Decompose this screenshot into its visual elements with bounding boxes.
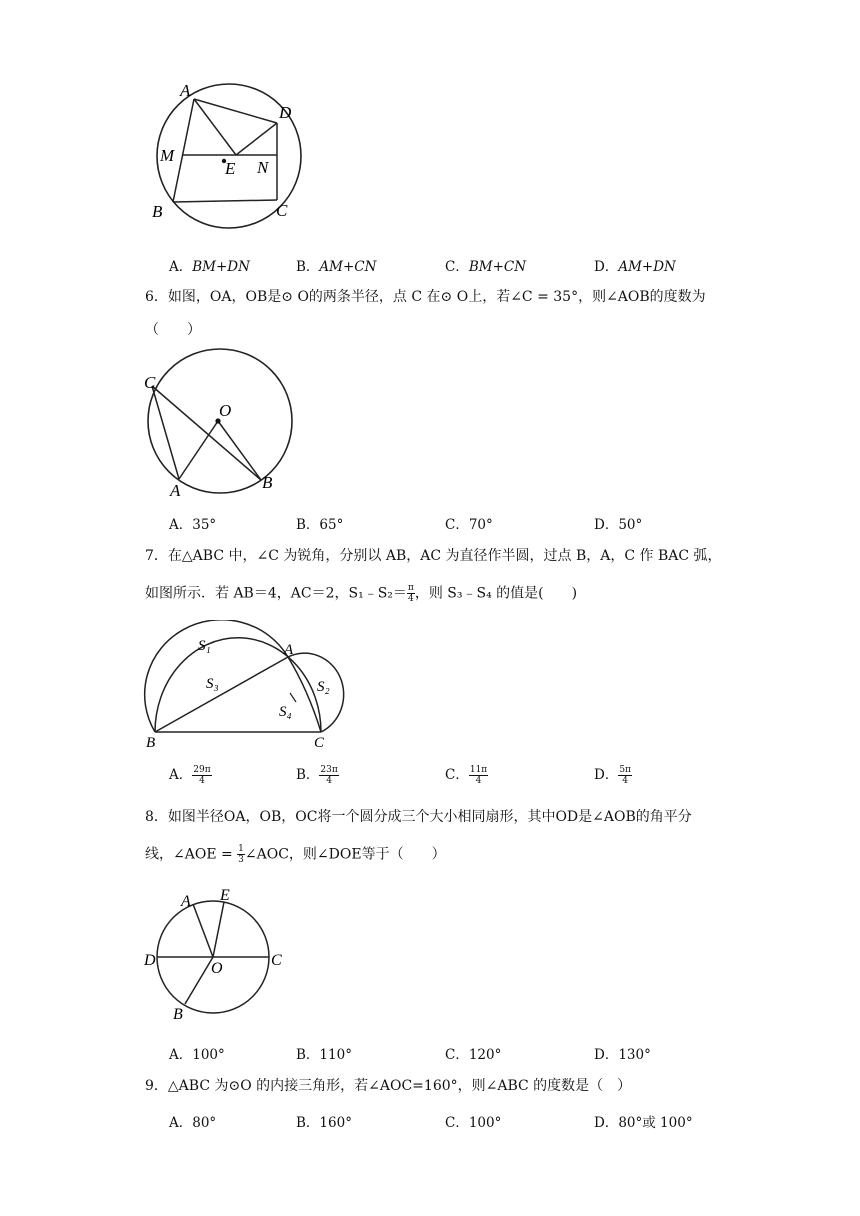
q8-label-e: E [220,887,230,904]
q8-stem-line1: 8．如图半径OA，OB，OC将一个圆分成三个大小相同扇形，其中OD是∠AOB的角平分 [145,809,692,825]
q8-stem-line2-post: ∠AOC，则∠DOE等于（ ） [244,846,446,863]
q7-label-b: B [146,735,156,750]
q7-option-c[interactable]: C． $\frac{11\pi}{4}$ [445,765,488,786]
q8-label-a: A [181,893,191,910]
q6-option-b[interactable]: B．65° [296,517,344,533]
q7-label-c: C [314,735,325,750]
q7-label-s3: S₃ [206,676,219,692]
q7-stem-fraction: $\frac{\pi}{4}$ [407,583,414,604]
q7-stem-line1: 7．在△ABC 中，∠C 为锐角，分别以 AB，AC 为直径作半圆，过点 B，A，C 作 BAC 弧， [145,548,722,564]
q8-label-b: B [173,1006,183,1023]
q8-label-c: C [271,952,282,969]
q7-option-a[interactable]: A． $\frac{29\pi}{4}$ [169,765,211,786]
q8-stem-line2 [145,844,446,865]
q7-label-s4: S₄ [279,704,292,720]
q6-stem-line2: （ ） [145,322,201,338]
q5-label-n: N [257,158,269,177]
q6-stem-line1: 6．如图，OA，OB是⊙ O的两条半径，点 C 在⊙ O上，若∠C = 35°，则∠AOB的度数为 [145,289,706,305]
q5-option-b[interactable]: B．AM+CN [296,259,377,275]
q5-option-d[interactable]: D．AM+DN [594,259,676,275]
q5-option-a[interactable]: A．BM+DN [169,259,250,275]
q9-option-a[interactable]: A．80° [169,1115,217,1131]
q8-stem-fraction: $\frac{1}{3}$ [238,844,244,865]
q6-label-c: C [144,373,156,392]
q7-figure [140,620,370,750]
q7-stem-line2-post: ，则 S₃﹣S₄ 的值是( ) [414,585,578,602]
q7-label-a: A [284,642,294,658]
q7-stem-line2-pre: 如图所示．若 AB＝4，AC＝2，S₁﹣S₂＝ [145,585,407,602]
q9-stem-line1: 9．△ABC 为⊙O 的内接三角形，若∠AOC=160°，则∠ABC 的度数是（ ） [145,1078,632,1094]
q8-option-d[interactable]: D．130° [594,1047,651,1063]
q9-option-d[interactable]: D．80°或 100° [594,1115,693,1131]
q5-figure [140,76,320,236]
q8-label-o: O [211,960,223,977]
q6-option-d[interactable]: D．50° [594,517,643,533]
q5-label-b: B [152,202,163,221]
q7-option-d[interactable]: D． $\frac{5\pi}{4}$ [594,765,631,786]
q9-option-c[interactable]: C．100° [445,1115,502,1131]
q8-stem-line2-pre: 线，∠AOE = [145,846,238,863]
q8-option-a[interactable]: A．100° [169,1047,225,1063]
q6-label-b: B [262,473,273,492]
q6-option-c[interactable]: C．70° [445,517,493,533]
q8-option-c[interactable]: C．120° [445,1047,502,1063]
q8-option-b[interactable]: B．110° [296,1047,352,1063]
q5-label-d: D [279,103,292,122]
q6-figure [140,340,300,500]
q7-option-b[interactable]: B． $\frac{23\pi}{4}$ [296,765,338,786]
q5-label-a: A [180,81,191,100]
q8-figure [140,882,300,1027]
q8-label-d: D [144,952,156,969]
q9-option-b[interactable]: B．160° [296,1115,352,1131]
q6-option-a[interactable]: A．35° [169,517,217,533]
q5-label-e: E [225,159,236,178]
q5-label-m: M [160,146,175,165]
q7-stem-line2 [145,583,577,604]
q6-label-a: A [170,481,181,500]
q5-option-c[interactable]: C．BM+CN [445,259,527,275]
q6-label-o: O [219,401,232,420]
q7-label-s1: S₁ [198,638,211,654]
q5-label-c: C [276,201,288,220]
q7-label-s2: S₂ [317,679,330,695]
